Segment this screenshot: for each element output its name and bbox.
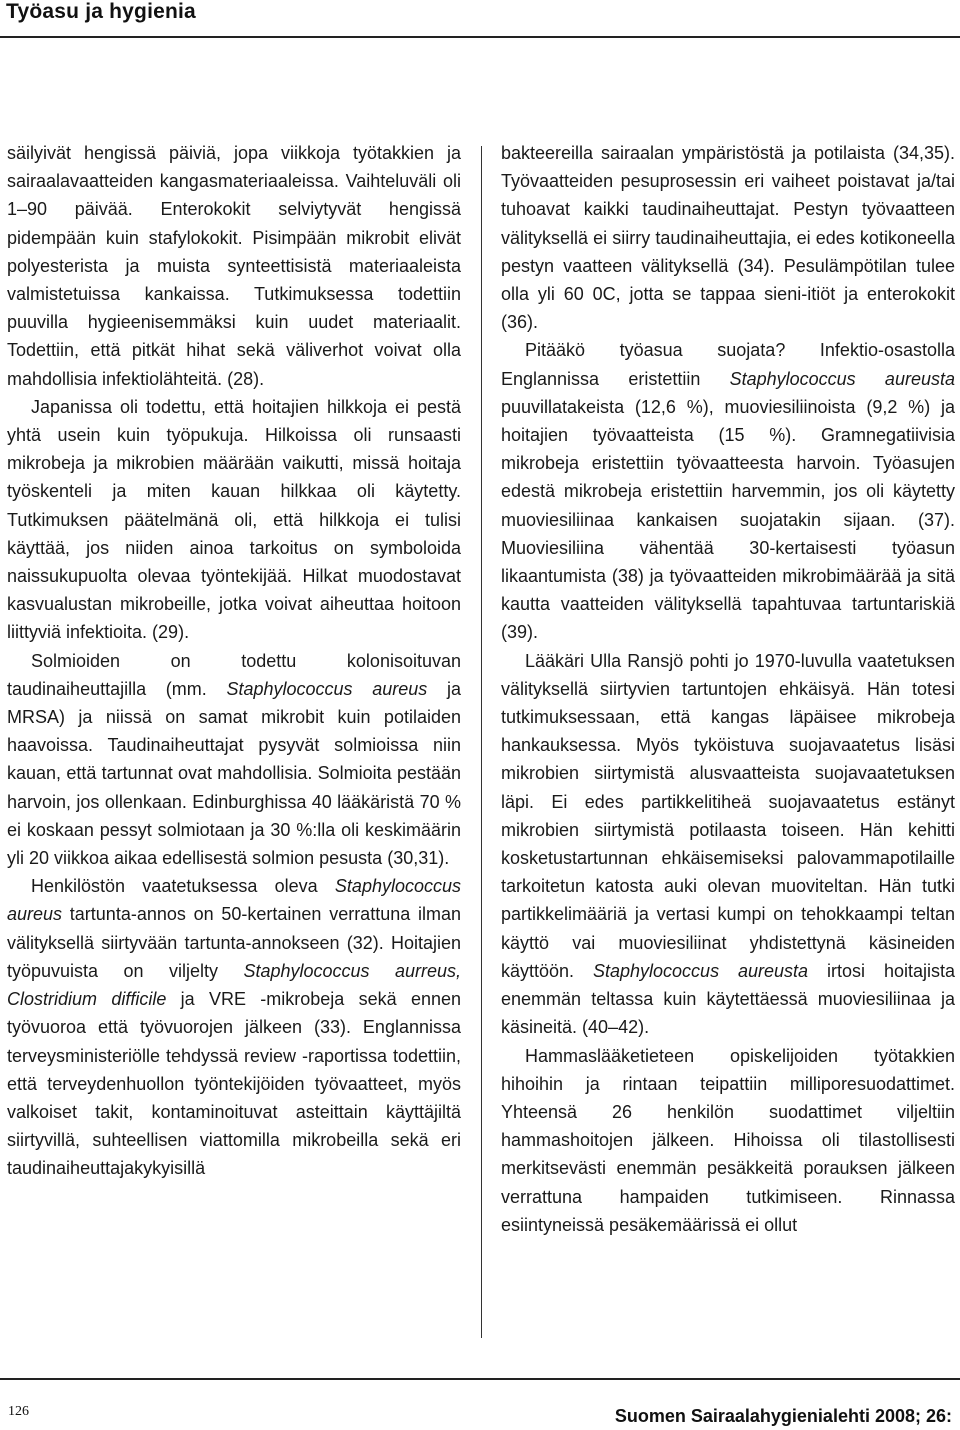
paragraph: [7, 872, 461, 1182]
paragraph: [501, 647, 955, 1042]
right-column: [501, 139, 955, 1239]
paragraph-text: Henkilöstön vaatetuksessa oleva: [31, 876, 335, 897]
paragraph-text: puuvillatakeista (12,6 %), muoviesiliinoista (9,2 %) ja hoitajien työvaatteista (15 %). Gramnegatiivisia mikrobeja eristettiin työvaatteesta harvoin. Työasujen edestä mikrobeja eristettiin harvemmin, jos oli käytetty muoviesiliinaa kankaisen suojatakin sijaan. (37). Muoviesiliina vähentää 30-kertaisesti työasun likaantumista (38) ja työvaatteiden mikrobimäärää ja sitä kautta vaatteiden välityksellä tapahtuvaa tartuntariskiä (39).: [501, 396, 955, 643]
species-name: Staphylococcus aureusta: [729, 368, 955, 389]
paragraph-text: Lääkäri Ulla Ransjö pohti jo 1970-luvulla vaatetuksen välityksellä siirtyvien tartuntojen ehkäisyä. Hän totesi tutkimuksessaan, että kangas läpäisee mikrobeja hankauksessa. Myös tyköistuva suojavaatetus lisäsi mikrobien siirtymistä alusvaatteista suojavaatetuksen läpi. Ei edes partikkelitiheä suojavaatetus estänyt mikrobien siirtymistä potilaasta toiseen. Hän kehitti kosketustartunnan ehkäisemiseksi palovammapotilaille tarkoitetun katosta auki olevan muoviteltan. Hän tutki partikkelimääriä ja vertasi kumpi on tehokkaampi teltan käyttö vai muoviesiliinat yhdistettynä käsineiden käyttöön.: [501, 650, 955, 981]
paragraph: säilyivät hengissä päiviä, jopa viikkoja työtakkien ja sairaalavaatteiden kangasmateriaaleissa. Vaihteluväli oli 1–90 päivää. Enterokokit selviytyvät hengissä pidempään kuin stafylokokit. Pisimpään mikrobit elivät polyesterista ja muista synteettisistä materiaaleista valmistetuissa kankaissa. Tutkimuksessa todettiin puuvilla hygieenisemmäksi kuin uudet materiaalit. Todettiin, että pitkät hihat sekä väliverhot voivat olla mahdollisia infektiolähteitä. (28).: [7, 143, 461, 389]
footer-rule: [0, 1378, 960, 1380]
species-name: Staphylococcus aureusta: [593, 960, 809, 981]
paragraph-text: ja MRSA) ja niissä on samat mikrobit kuin potilaiden haavoissa. Taudinaiheuttajat pysyvät solmioissa niin kauan, että tartunnat ovat mahdollisia. Solmioita pestään harvoin, jos ollenkaan. Edinburghissa 40 lääkäristä 70 % ei koskaan pessyt solmiotaan ja 30 %:lla oli keskimäärin yli 20 viikkoa aikaa edellisestä solmion pesusta (30,31).: [7, 678, 462, 869]
paragraph: [501, 336, 955, 646]
page-number: 126: [8, 1404, 29, 1419]
journal-citation: Suomen Sairaalahygienialehti 2008; 26:: [614, 1406, 952, 1426]
species-name: Staphylococcus aureus: [7, 876, 461, 925]
species-name: Staphylococcus aureus: [226, 678, 428, 699]
paragraph-text: Pitääkö työasua suojata? Infektio-osastolla Englannissa eristettiin: [501, 340, 955, 389]
paragraph-text: Solmioiden on todettu kolonisoituvan taudinaiheuttajilla (mm.: [7, 650, 461, 699]
paragraph: Hammaslääketieteen opiskelijoiden työtakkien hihoihin ja rintaan teipattiin milliporesuodattimet. Yhteensä 26 henkilön suodattimet viljeltiin hammashoitojen jälkeen. Hihoissa oli tilastollisesti merkitsevästi enemmän pesäkkeitä porauksen jälkeen verrattuna hampaiden tutkimiseen. Rinnassa esiintyneissä pesäkemäärissä ei ollut: [501, 1045, 955, 1235]
paragraph: Japanissa oli todettu, että hoitajien hilkkoja ei pestä yhtä usein kuin työpukuja. Hilkoissa oli runsaasti mikrobeja ja mikrobien määrään vaikutti, missä hoitaja työskenteli ja miten kauan hilkkaa oli käytetty. Tutkimuksen päätelmänä oli, että hilkkoja ei tulisi käyttää, jos niiden ainoa tarkoitus on symboloida naissukupuolta olevaa työntekijää. Hilkat muodostavat kasvualustan mikrobeille, jotka voivat aiheuttaa hoitoon liittyviä infektioita. (29).: [7, 396, 461, 643]
paragraph-text: ja VRE -mikrobeja sekä ennen työvuoroa että työvuorojen jälkeen (33). Englannissa terveysministeriölle tehdyssä review -raportissa todettiin, että terveydenhuollon työntekijöiden työvaatteet, myös valkoiset takit, kontaminoituvat asteittain käyttäjiltä siirtyvillä, suhteellisen viattomilla mikrobeilla sekä eri taudinaiheuttajakykyisillä: [7, 989, 461, 1179]
running-header-title: Työasu ja hygienia: [6, 0, 196, 23]
header-rule: [0, 36, 960, 38]
left-column: [7, 139, 461, 1183]
paragraph: [7, 647, 461, 873]
column-divider: [481, 146, 482, 1338]
paragraph-text: irtosi hoitajista enemmän teltassa kuin käytettäessä muoviesiliinaa ja käsineitä. (40–42).: [501, 960, 955, 1038]
species-name: Staphylococcus aurreus, Clostridium difficile: [7, 960, 461, 1010]
paragraph: bakteereilla sairaalan ympäristöstä ja potilaista (34,35). Työvaatteiden pesuprosessin eri vaiheet poistavat ja/tai tuhoavat kaikki taudinaiheuttajat. Pestyn työvaatteen välityksellä ei siirry taudinaiheuttajia, ei edes kotikoneella pestyn vaatteen välityksellä (34). Pesulämpötilan tulee olla yli 60 0C, jotta se tappaa sieni-itiöt ja enterokokit (36).: [501, 143, 955, 333]
paragraph-text: tartunta-annos on 50-kertainen verrattuna ilman välityksellä siirtyvään tartunta-annokseen (32). Hoitajien työpuvuista on viljelty: [7, 904, 461, 981]
